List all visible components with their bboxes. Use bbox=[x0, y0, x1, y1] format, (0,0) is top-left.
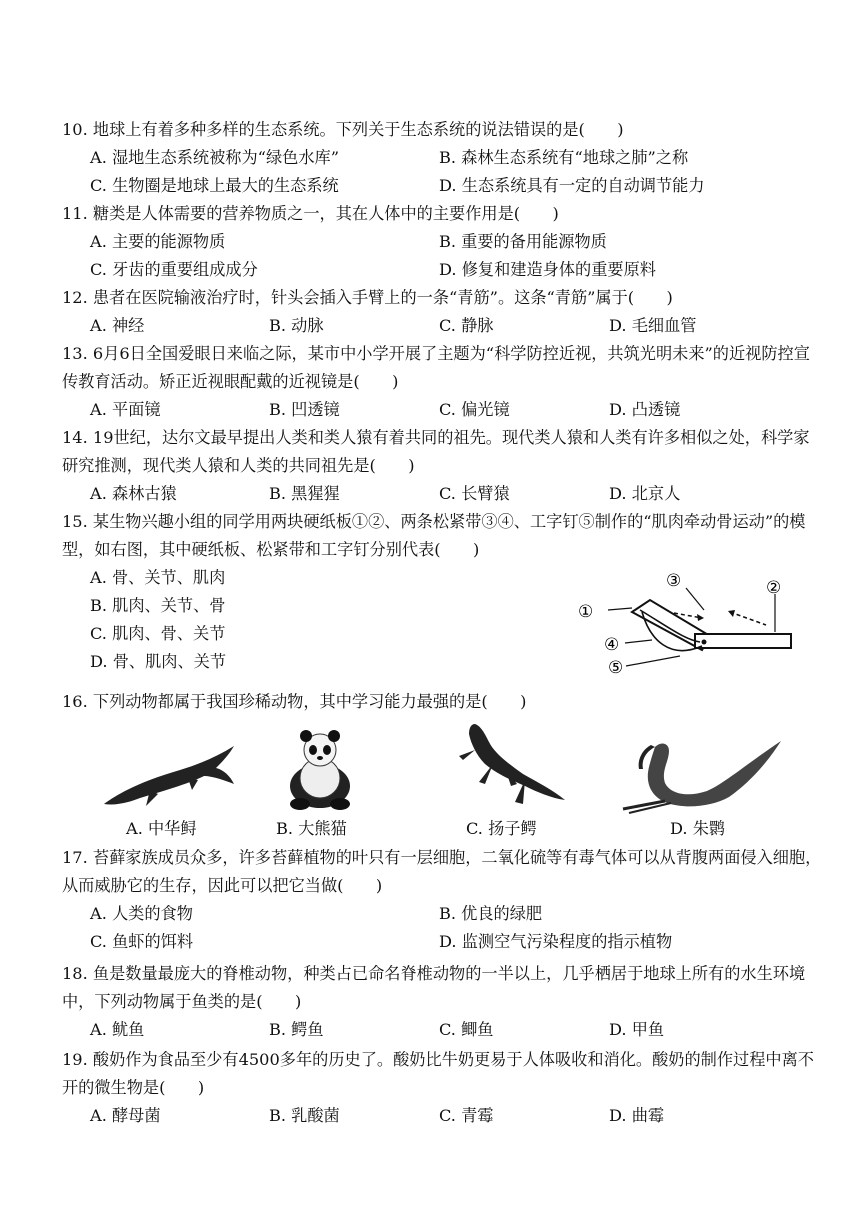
option-b: B. 凹透镜 bbox=[269, 400, 340, 419]
option-d: D. 毛细血管 bbox=[609, 316, 697, 335]
question-stem: 13. 6月6日全国爱眼日来临之际，某市中小学开展了主题为“科学防控近视，共筑光明未来”的近视防控宣传教育活动。矫正近视眼配戴的近视镜是( ) bbox=[62, 344, 810, 391]
option-a: A. 平面镜 bbox=[90, 400, 161, 419]
label-3: ③ bbox=[666, 571, 682, 591]
option-a: A. 森林古猿 bbox=[90, 484, 177, 503]
option-c: C. 生物圈是地球上最大的生态系统 bbox=[90, 176, 339, 195]
muscle-bone-model-figure bbox=[570, 570, 805, 680]
question-stem: 14. 19世纪，达尔文最早提出人类和类人猿有着共同的祖先。现代类人猿和人类有许多相似之处，科学家研究推测，现代类人猿和人类的共同祖先是( ) bbox=[62, 428, 810, 475]
option-d: D. 凸透镜 bbox=[609, 400, 681, 419]
question-13 bbox=[62, 340, 822, 424]
option-b: B. 动脉 bbox=[269, 316, 324, 335]
question-14 bbox=[62, 424, 822, 508]
label-1: ① bbox=[578, 602, 594, 622]
option-b: B. 森林生态系统有“地球之肺”之称 bbox=[439, 148, 689, 167]
question-stem: 10. 地球上有着多种多样的生态系统。下列关于生态系统的说法错误的是( ) bbox=[62, 120, 624, 139]
option-b: B. 重要的备用能源物质 bbox=[439, 232, 607, 251]
option-c: C. 偏光镜 bbox=[439, 400, 510, 419]
animal-caption-b: B. 大熊猫 bbox=[276, 819, 347, 838]
option-d: D. 甲鱼 bbox=[609, 1020, 665, 1039]
alligator-picture bbox=[445, 720, 570, 810]
animal-caption-a: A. 中华鲟 bbox=[126, 819, 197, 838]
question-stem: 11. 糖类是人体需要的营养物质之一，其在人体中的主要作用是( ) bbox=[62, 204, 559, 223]
question-12 bbox=[62, 284, 822, 340]
option-a: A. 骨、关节、肌肉 bbox=[90, 568, 226, 587]
label-4: ④ bbox=[604, 635, 620, 655]
question-stem: 17. 苔藓家族成员众多，许多苔藓植物的叶只有一层细胞，二氧化硫等有毒气体可以从背腹两面侵入细胞，从而威胁它的生存，因此可以把它当做( ) bbox=[62, 848, 822, 895]
option-a: A. 主要的能源物质 bbox=[90, 232, 226, 251]
pin bbox=[702, 640, 707, 645]
animal-caption-d: D. 朱鹮 bbox=[670, 819, 726, 838]
question-18 bbox=[62, 960, 822, 1044]
question-10 bbox=[62, 116, 822, 200]
option-d: D. 骨、肌肉、关节 bbox=[90, 652, 227, 671]
label-2: ② bbox=[766, 578, 782, 598]
board-2 bbox=[695, 634, 791, 648]
option-b: B. 优良的绿肥 bbox=[439, 904, 543, 923]
question-stem: 16. 下列动物都属于我国珍稀动物，其中学习能力最强的是( ) bbox=[62, 692, 527, 711]
animal-caption-c: C. 扬子鳄 bbox=[466, 819, 537, 838]
option-c: C. 牙齿的重要组成成分 bbox=[90, 260, 258, 279]
panda-picture bbox=[280, 728, 360, 810]
option-a: A. 人类的食物 bbox=[90, 904, 193, 923]
option-d: D. 修复和建造身体的重要原料 bbox=[439, 260, 656, 279]
option-b: B. 乳酸菌 bbox=[269, 1106, 340, 1125]
option-a: A. 酵母菌 bbox=[90, 1106, 161, 1125]
option-d: D. 生态系统具有一定的自动调节能力 bbox=[439, 176, 705, 195]
question-stem: 15. 某生物兴趣小组的同学用两块硬纸板①②、两条松紧带③④、工字钉⑤制作的“肌肉牵动骨运动”的模型，如右图，其中硬纸板、松紧带和工字钉分别代表( ) bbox=[62, 512, 806, 559]
option-c: C. 肌肉、骨、关节 bbox=[90, 624, 226, 643]
option-b: B. 肌肉、关节、骨 bbox=[90, 596, 226, 615]
question-11 bbox=[62, 200, 822, 284]
option-d: D. 曲霉 bbox=[609, 1106, 665, 1125]
question-stem: 19. 酸奶作为食品至少有4500多年的历史了。酸奶比牛奶更易于人体吸收和消化。酸奶的制作过程中离不开的微生物是( ) bbox=[62, 1050, 814, 1097]
option-c: C. 鱼虾的饵料 bbox=[90, 932, 194, 951]
option-c: C. 静脉 bbox=[439, 316, 494, 335]
option-d: D. 监测空气污染程度的指示植物 bbox=[439, 932, 673, 951]
question-stem: 12. 患者在医院输液治疗时，针头会插入手臂上的一条“青筋”。这条“青筋”属于( ) bbox=[62, 288, 673, 307]
option-c: C. 鲫鱼 bbox=[439, 1020, 494, 1039]
option-a: A. 神经 bbox=[90, 316, 145, 335]
question-17 bbox=[62, 844, 822, 956]
option-c: C. 青霉 bbox=[439, 1106, 494, 1125]
option-b: B. 鳄鱼 bbox=[269, 1020, 324, 1039]
question-stem: 18. 鱼是数量最庞大的脊椎动物，种类占已命名脊椎动物的一半以上，几乎栖居于地球上所有的水生环境中，下列动物属于鱼类的是( ) bbox=[62, 964, 806, 1011]
crested-ibis-picture bbox=[615, 735, 785, 815]
option-d: D. 北京人 bbox=[609, 484, 681, 503]
question-19 bbox=[62, 1046, 822, 1130]
label-5: ⑤ bbox=[608, 658, 624, 678]
option-b: B. 黑猩猩 bbox=[269, 484, 340, 503]
question-16 bbox=[62, 688, 822, 716]
sturgeon-picture bbox=[100, 740, 240, 812]
option-c: C. 长臂猿 bbox=[439, 484, 510, 503]
option-a: A. 湿地生态系统被称为“绿色水库” bbox=[90, 148, 339, 167]
option-a: A. 鱿鱼 bbox=[90, 1020, 145, 1039]
